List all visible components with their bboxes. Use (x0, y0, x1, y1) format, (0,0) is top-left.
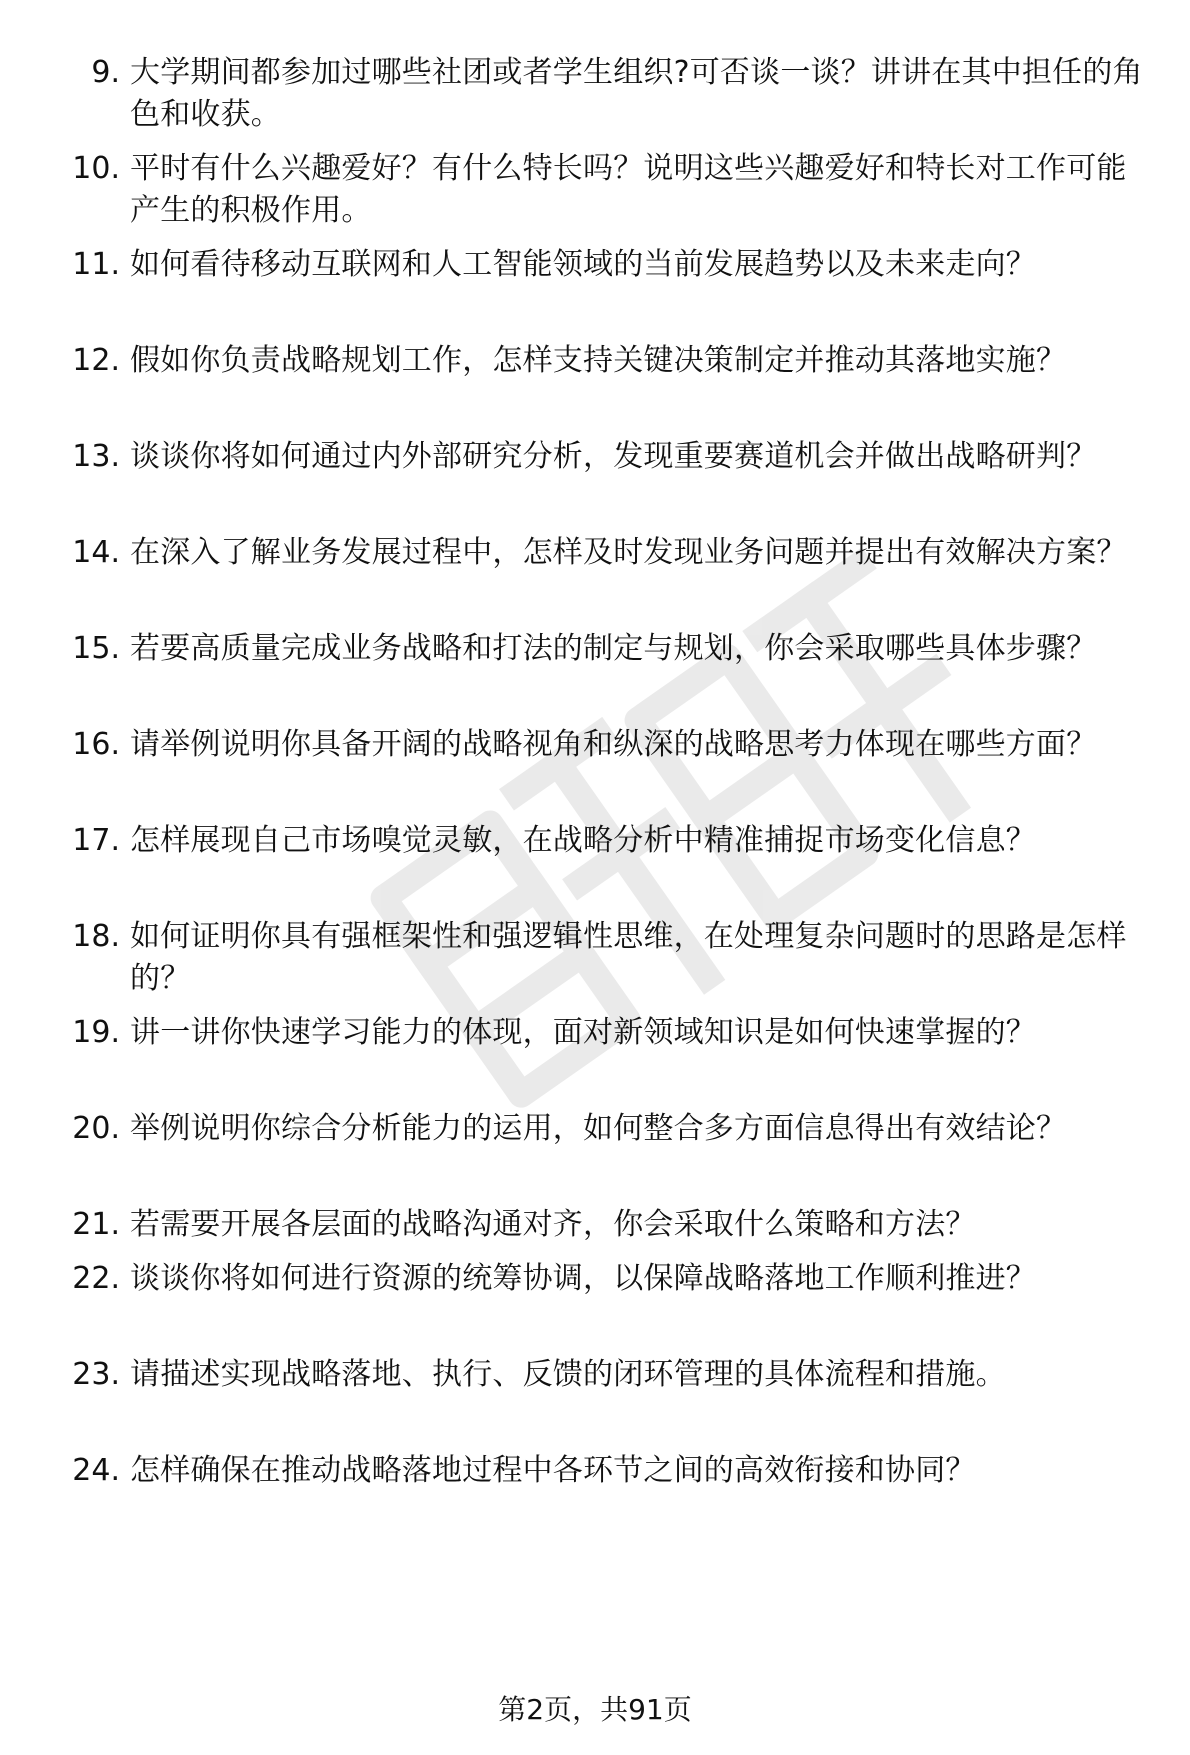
question-text: 谈谈你将如何通过内外部研究分析，发现重要赛道机会并做出战略研判？ (130, 439, 1097, 474)
question-number: 9. (91, 55, 120, 90)
question-number: 15. (72, 631, 120, 666)
question-text: 平时有什么兴趣爱好？有什么特长吗？说明这些兴趣爱好和特长对工作可能产生的积极作用。 (130, 151, 1127, 228)
question-number: 21. (72, 1207, 120, 1242)
question-text: 大学期间都参加过哪些社团或者学生组织?可否谈一谈？讲讲在其中担任的角色和收获。 (130, 55, 1143, 132)
page-footer: 第2页，共91页 (498, 1693, 692, 1726)
question-number: 19. (72, 1015, 120, 1050)
question-text: 怎样展现自己市场嗅觉灵敏，在战略分析中精准捕捉市场变化信息？ (130, 823, 1036, 858)
question-number: 11. (72, 247, 120, 282)
question-item (58, 724, 1158, 824)
question-number: 13. (72, 439, 120, 474)
question-number: 12. (72, 343, 120, 378)
question-number: 22. (72, 1261, 120, 1296)
question-text: 举例说明你综合分析能力的运用，如何整合多方面信息得出有效结论？ (130, 1111, 1067, 1146)
question-item (58, 1354, 1158, 1454)
question-text: 如何证明你具有强框架性和强逻辑性思维，在处理复杂问题时的思路是怎样的？ (130, 919, 1127, 996)
question-number: 24. (72, 1453, 120, 1488)
question-item (58, 628, 1158, 728)
question-number: 20. (72, 1111, 120, 1146)
question-item (58, 52, 1158, 152)
question-item (58, 148, 1158, 248)
question-text: 讲一讲你快速学习能力的体现，面对新领域知识是如何快速掌握的？ (130, 1015, 1036, 1050)
question-text: 怎样确保在推动战略落地过程中各环节之间的高效衔接和协同？ (130, 1453, 976, 1488)
question-text: 若要高质量完成业务战略和打法的制定与规划，你会采取哪些具体步骤？ (130, 631, 1097, 666)
question-number: 17. (72, 823, 120, 858)
question-text: 请描述实现战略落地、执行、反馈的闭环管理的具体流程和措施。 (130, 1357, 1006, 1392)
question-item (58, 916, 1158, 1016)
question-item (58, 1012, 1158, 1112)
question-item (58, 1108, 1158, 1208)
question-number: 14. (72, 535, 120, 570)
question-item (58, 1258, 1158, 1358)
question-number: 10. (72, 151, 120, 186)
question-item (58, 340, 1158, 440)
question-text: 若需要开展各层面的战略沟通对齐，你会采取什么策略和方法？ (130, 1207, 976, 1242)
question-item (58, 436, 1158, 536)
question-text: 请举例说明你具备开阔的战略视角和纵深的战略思考力体现在哪些方面？ (130, 727, 1097, 762)
question-item (58, 532, 1158, 632)
question-item (58, 1450, 1158, 1550)
question-text: 如何看待移动互联网和人工智能领域的当前发展趋势以及未来走向？ (130, 247, 1036, 282)
question-number: 18. (72, 919, 120, 954)
question-number: 16. (72, 727, 120, 762)
question-item (58, 820, 1158, 920)
question-number: 23. (72, 1357, 120, 1392)
question-item (58, 244, 1158, 344)
question-text: 假如你负责战略规划工作，怎样支持关键决策制定并推动其落地实施？ (130, 343, 1067, 378)
question-text: 谈谈你将如何进行资源的统筹协调，以保障战略落地工作顺利推进？ (130, 1261, 1036, 1296)
question-text: 在深入了解业务发展过程中，怎样及时发现业务问题并提出有效解决方案？ (130, 535, 1127, 570)
